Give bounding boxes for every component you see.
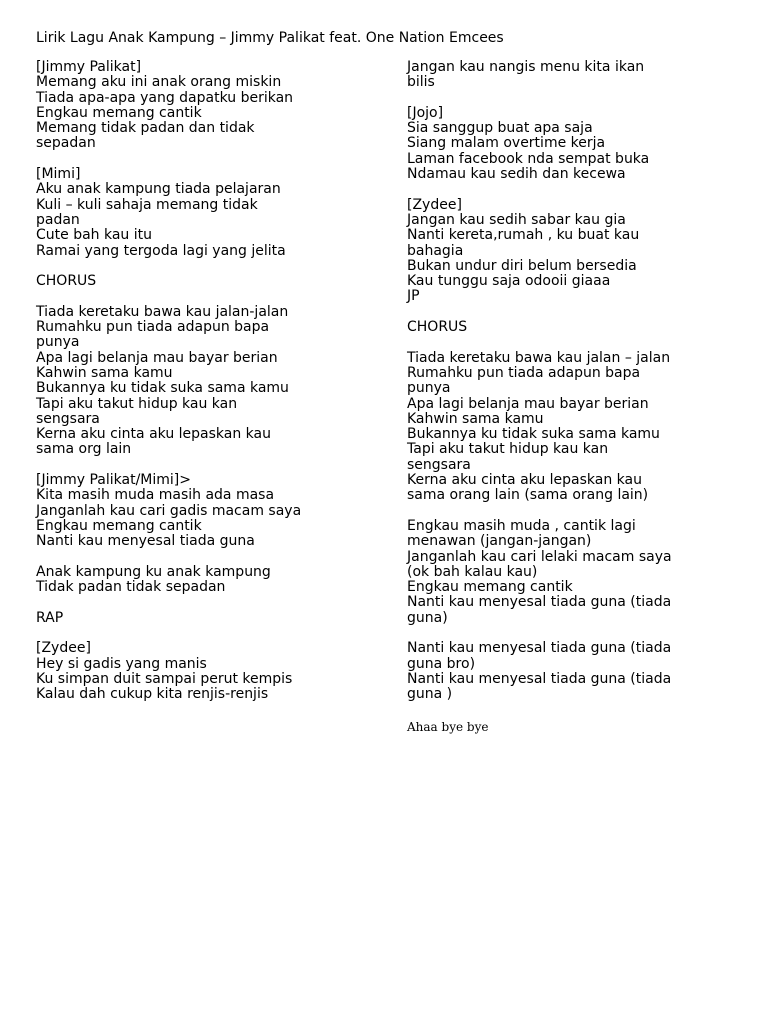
stanza-gap — [407, 305, 737, 320]
stanza-gap — [407, 91, 737, 106]
lyric-line: [Zydee] — [407, 196, 462, 213]
lyric-line: guna ) — [407, 686, 453, 703]
lyric-line: Memang tidak padan dan tidak — [36, 120, 255, 137]
lyric-line: RAP — [36, 609, 64, 626]
lyric-line: punya — [36, 334, 80, 351]
lyric-line: sepadan — [36, 135, 96, 152]
lyric-line: guna bro) — [407, 655, 476, 672]
stanza-gap — [36, 626, 366, 641]
stanza-gap — [407, 504, 737, 519]
lyric-line: Jangan kau sedih sabar kau gia — [407, 211, 626, 228]
lyric-line: Bukan undur diri belum bersedia — [407, 257, 637, 274]
lyric-line: [Jimmy Palikat/Mimi]> — [36, 472, 191, 489]
lyric-line: Tiada keretaku bawa kau jalan-jalan — [36, 303, 289, 320]
lyric-line: bahagia — [407, 242, 464, 259]
lyric-line: Rumahku pun tiada adapun bapa — [407, 364, 641, 381]
stanza-gap — [407, 335, 737, 350]
lyric-line: Memang aku ini anak orang miskin — [36, 74, 282, 91]
lyric-line: sengsara — [407, 456, 471, 473]
stanza-gap — [36, 595, 366, 610]
lyric-line: CHORUS — [407, 319, 468, 336]
lyric-line: Ndamau kau sedih dan kecewa — [407, 166, 626, 183]
lyric-line: Janganlah kau cari gadis macam saya — [36, 502, 302, 519]
lyric-line: sengsara — [36, 410, 100, 427]
lyric-line: Apa lagi belanja mau bayar berian — [36, 349, 278, 366]
document-title: Lirik Lagu Anak Kampung – Jimmy Palikat feat. One Nation Emcees — [36, 30, 504, 46]
lyric-line: Apa lagi belanja mau bayar berian — [407, 395, 649, 412]
stanza-gap — [36, 259, 366, 274]
lyric-line: Ku simpan duit sampai perut kempis — [36, 670, 293, 687]
lyric-line: Kahwin sama kamu — [407, 410, 544, 427]
stanza-gap — [36, 152, 366, 167]
stanza-gap — [36, 289, 366, 304]
lyric-line: Nanti kau menyesal tiada guna (tiada — [407, 640, 672, 657]
lyric-line: Cute bah kau itu — [36, 227, 153, 244]
lyric-line: Ramai yang tergoda lagi yang jelita — [36, 242, 286, 259]
stanza-gap — [407, 626, 737, 641]
lyric-line: Kalau dah cukup kita renjis-renjis — [36, 686, 269, 703]
lyric-line: Sia sanggup buat apa saja — [407, 120, 593, 137]
lyric-line: Nanti kau menyesal tiada guna (tiada — [407, 670, 672, 687]
lyric-line: Engkau memang cantik — [407, 579, 573, 596]
lyric-line: CHORUS — [36, 273, 97, 290]
lyric-line: menawan (jangan-jangan) — [407, 533, 592, 550]
lyric-line: guna) — [407, 609, 448, 626]
lyric-line: Tapi aku takut hidup kau kan — [36, 395, 238, 412]
lyric-line: Anak kampung ku anak kampung — [36, 563, 271, 580]
lyric-line: Engkau memang cantik — [36, 517, 202, 534]
lyric-line: Kau tunggu saja odooii giaaa — [407, 273, 611, 290]
lyric-line: Kerna aku cinta aku lepaskan kau — [36, 426, 271, 443]
lyric-line: Rumahku pun tiada adapun bapa — [36, 319, 270, 336]
lyric-line: Engkau memang cantik — [36, 104, 202, 121]
lyric-line: padan — [36, 211, 80, 228]
lyric-line: Tiada apa-apa yang dapatku berikan — [36, 89, 294, 106]
lyric-line: sama org lain — [36, 441, 132, 458]
lyric-line: Kuli – kuli sahaja memang tidak — [36, 196, 258, 213]
lyric-line: Engkau masih muda , cantik lagi — [407, 517, 636, 534]
lyrics-right-column — [407, 60, 737, 702]
lyric-line: punya — [407, 380, 451, 397]
lyrics-left-column — [36, 60, 366, 702]
lyric-line: Janganlah kau cari lelaki macam saya — [407, 548, 672, 565]
lyric-line: Tiada keretaku bawa kau jalan – jalan — [407, 349, 671, 366]
lyric-line: Kahwin sama kamu — [36, 364, 173, 381]
lyric-line: Nanti kereta,rumah , ku buat kau — [407, 227, 640, 244]
lyric-line: JP — [407, 288, 420, 305]
lyric-line: Nanti kau menyesal tiada guna — [36, 533, 255, 550]
lyric-line: Aku anak kampung tiada pelajaran — [36, 181, 281, 198]
stanza-gap — [407, 182, 737, 197]
lyric-line: bilis — [407, 74, 435, 91]
lyric-line: Bukannya ku tidak suka sama kamu — [407, 426, 660, 443]
lyric-line: Kita masih muda masih ada masa — [36, 487, 275, 504]
stanza-gap — [36, 458, 366, 473]
lyric-line: Tidak padan tidak sepadan — [36, 579, 226, 596]
stanza-gap — [36, 550, 366, 565]
lyric-line: Nanti kau menyesal tiada guna (tiada — [407, 594, 672, 611]
lyric-line: [Mimi] — [36, 166, 81, 183]
lyric-line: Laman facebook nda sempat buka — [407, 150, 650, 167]
lyric-line: Jangan kau nangis menu kita ikan — [407, 59, 645, 75]
lyric-line: [Jimmy Palikat] — [36, 59, 142, 75]
lyric-line: (ok bah kalau kau) — [407, 563, 538, 580]
lyric-line: Bukannya ku tidak suka sama kamu — [36, 380, 289, 397]
lyric-line: Kerna aku cinta aku lepaskan kau — [407, 472, 642, 489]
lyric-line: Tapi aku takut hidup kau kan — [407, 441, 609, 458]
lyric-line: [Jojo] — [407, 104, 444, 121]
closing-note: Ahaa bye bye — [407, 720, 489, 734]
lyric-line: Siang malam overtime kerja — [407, 135, 606, 152]
lyric-line: sama orang lain (sama orang lain) — [407, 487, 649, 504]
lyric-line: Hey si gadis yang manis — [36, 655, 207, 672]
lyric-line: [Zydee] — [36, 640, 91, 657]
